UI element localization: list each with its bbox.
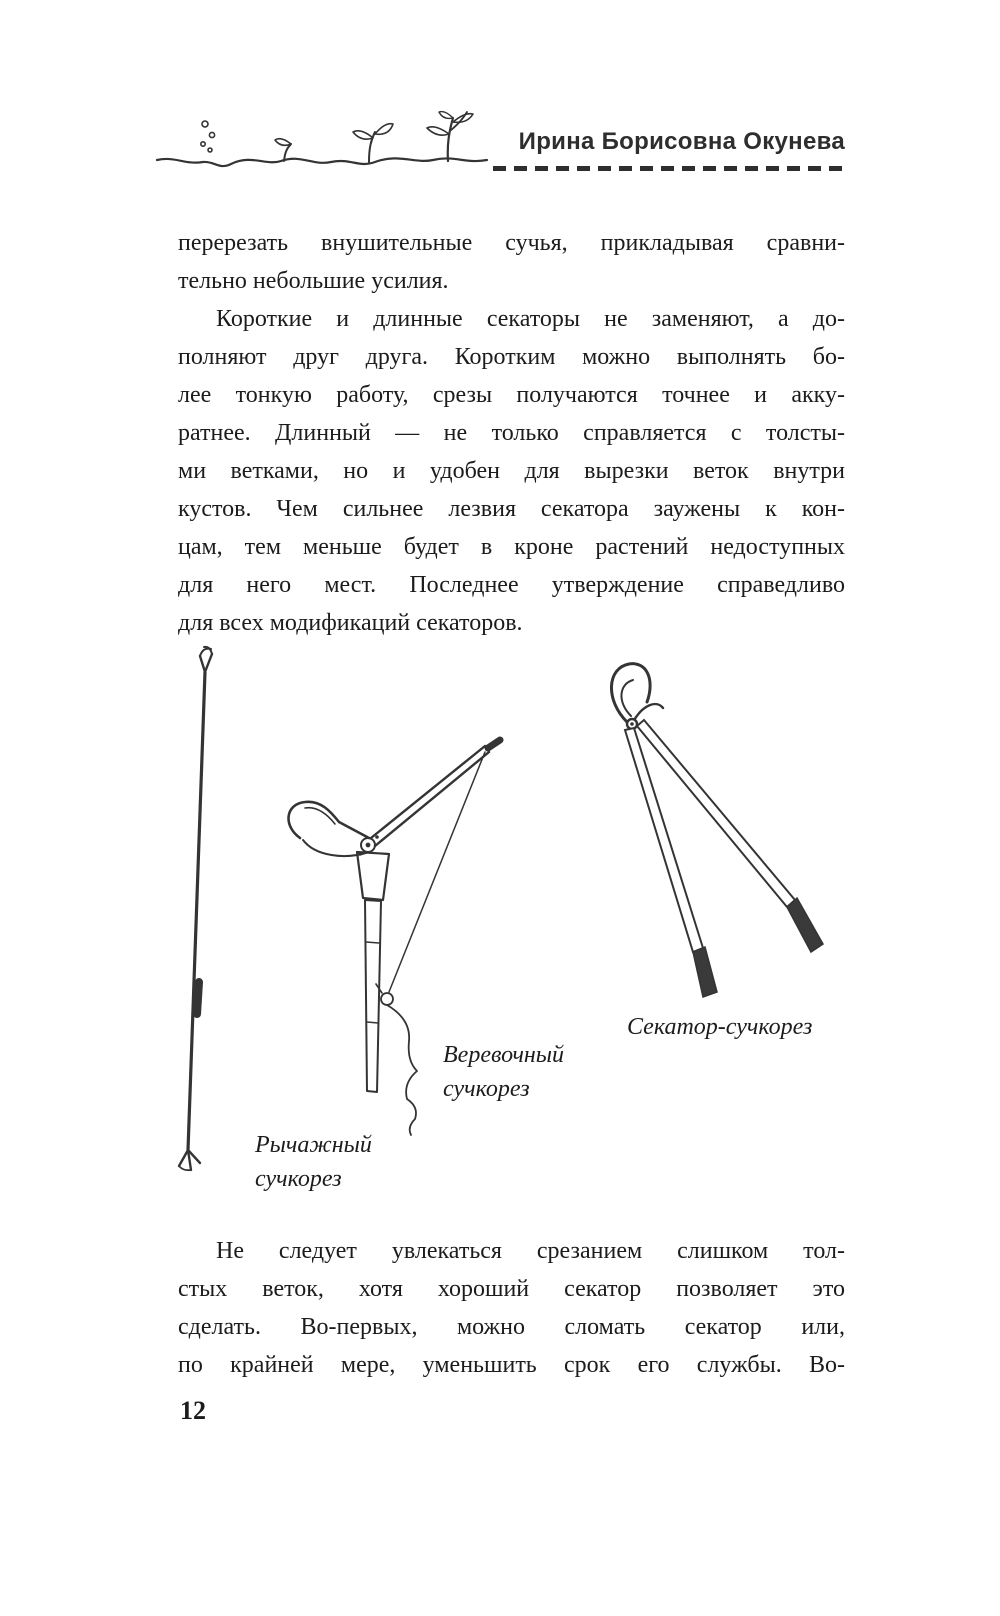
text-line: стых веток, хотя хороший секатор позволяет это xyxy=(178,1276,845,1302)
text-line: для всех модификаций секаторов. xyxy=(178,610,523,636)
author-name: Ирина Борисовна Окунева xyxy=(518,128,845,155)
page-header xyxy=(155,104,845,184)
text-line: кустов. Чем сильнее лезвия секатора заужены к кон- xyxy=(178,496,845,522)
text-line: полняют друг друга. Коротким можно выполнять бо- xyxy=(178,344,845,370)
text-line: лее тонкую работу, срезы получаются точнее и акку- xyxy=(178,382,845,408)
text-line: по крайней мере, уменьшить срок его службы. Во- xyxy=(178,1352,845,1378)
caption-line: Веревочный xyxy=(443,1042,565,1068)
text-block xyxy=(178,224,845,1384)
caption-line: Секатор-сучкорез xyxy=(627,1014,813,1040)
caption-line: сучкорез xyxy=(443,1076,530,1102)
caption-secateur-lopper xyxy=(627,1010,812,1044)
paragraph-3 xyxy=(178,1232,845,1384)
text-line: ратнее. Длинный — не только справляется с толсты- xyxy=(178,420,845,446)
figure-illustrations xyxy=(178,642,845,1232)
paragraph-2 xyxy=(178,300,845,642)
paragraph-1 xyxy=(178,224,845,300)
text-line: Короткие и длинные секаторы не заменяют, а до- xyxy=(216,306,845,332)
lever-lopper-icon xyxy=(179,647,212,1170)
text-line: для него мест. Последнее утверждение справедливо xyxy=(178,572,845,598)
text-line: сделать. Во-первых, можно сломать секатор или, xyxy=(178,1314,845,1340)
anvil-lopper-icon xyxy=(611,664,823,997)
sprout-growth-icon xyxy=(155,104,490,174)
text-line: тельно небольшие усилия. xyxy=(178,268,449,294)
text-line: ми ветками, но и удобен для вырезки веток внутри xyxy=(178,458,845,484)
text-line: Не следует увлекаться срезанием слишком тол- xyxy=(216,1238,845,1264)
header-dashed-rule xyxy=(493,166,845,171)
page-number: 12 xyxy=(180,1396,206,1425)
text-line: перерезать внушительные сучья, прикладывая сравни- xyxy=(178,230,845,256)
caption-line: сучкорез xyxy=(255,1166,342,1192)
text-line: цам, тем меньше будет в кроне растений недоступных xyxy=(178,534,845,560)
caption-lever-lopper xyxy=(255,1128,372,1196)
caption-rope-lopper xyxy=(443,1038,564,1106)
caption-line: Рычажный xyxy=(255,1132,372,1158)
